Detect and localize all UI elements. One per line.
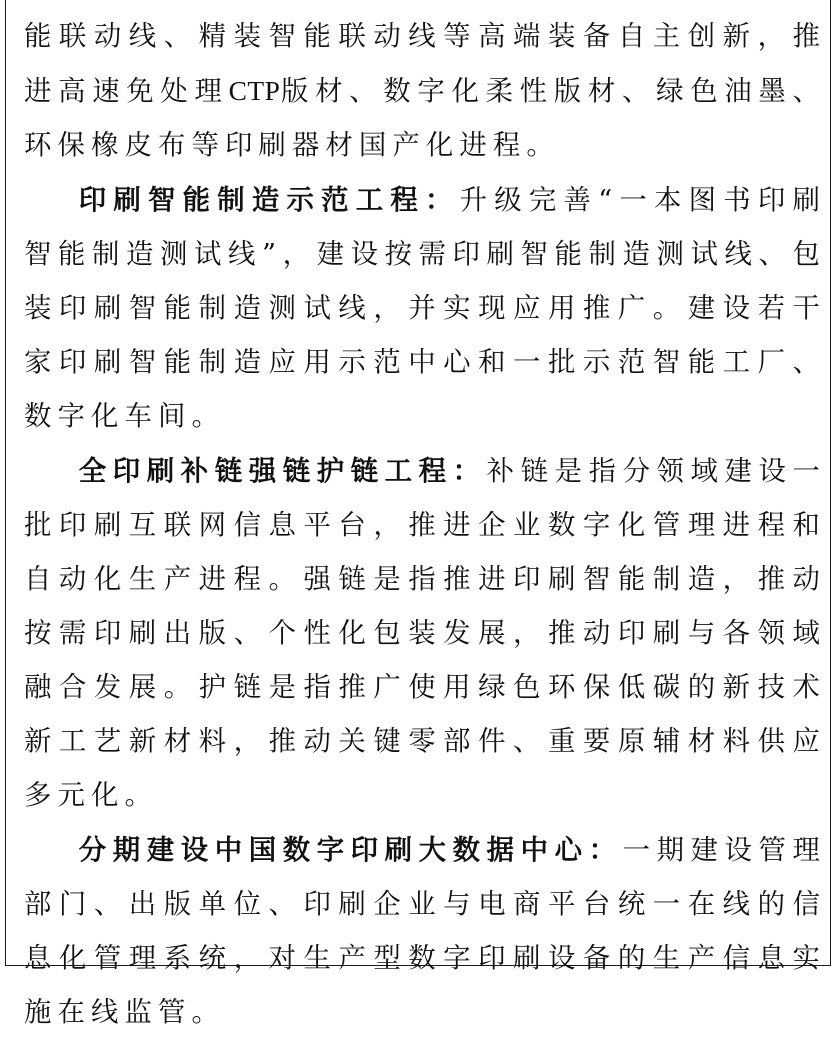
section-heading: 分期建设中国数字印刷大数据中心： bbox=[78, 834, 623, 866]
section-heading: 全印刷补链强链护链工程： bbox=[78, 455, 487, 487]
document-body bbox=[24, 10, 826, 1040]
paragraph-text: 版材、数字化柔性版材、绿色油墨、环保橡皮布等印刷器材国产化进程。 bbox=[24, 76, 826, 161]
paragraph-continuation bbox=[24, 10, 826, 173]
paragraph-smart-manufacturing bbox=[24, 173, 826, 444]
paragraph-text: 能联动线、精装智能联动线等高端装备自主创新，推进高速免处理 bbox=[24, 21, 826, 107]
paragraph-text: 补链是指分领域建设一批印刷互联网信息平台，推进企业数字化管理进程和自动化生产进程。强链是指推进印刷智能制造，推动按需印刷出版、个性化包装发展，推动印刷与各领域融合发展。护链是指推广使用绿色环保低碳的新技术新工艺新材料，推动关键零部件、重要原辅材料供应多元化。 bbox=[24, 456, 826, 811]
paragraph-text: 一期建设管理部门、出版单位、印刷企业与电商平台统一在线的信息化管理系统，对生产型数字印刷设备的生产信息实施在线监管。 bbox=[24, 835, 826, 1028]
paragraph-chain bbox=[24, 444, 826, 823]
document-frame bbox=[5, 0, 831, 1028]
paragraph-text: 升级完善“一本图书印刷智能制造测试线”，建设按需印刷智能制造测试线、包装印刷智能制造测试线，并实现应用推广。建设若干家印刷智能制造应用示范中心和一批示范智能工厂、数字化车间。 bbox=[24, 185, 826, 432]
paragraph-big-data bbox=[24, 823, 826, 1040]
section-heading: 印刷智能制造示范工程： bbox=[78, 184, 460, 216]
paragraph-latin-term: CTP bbox=[228, 76, 281, 106]
